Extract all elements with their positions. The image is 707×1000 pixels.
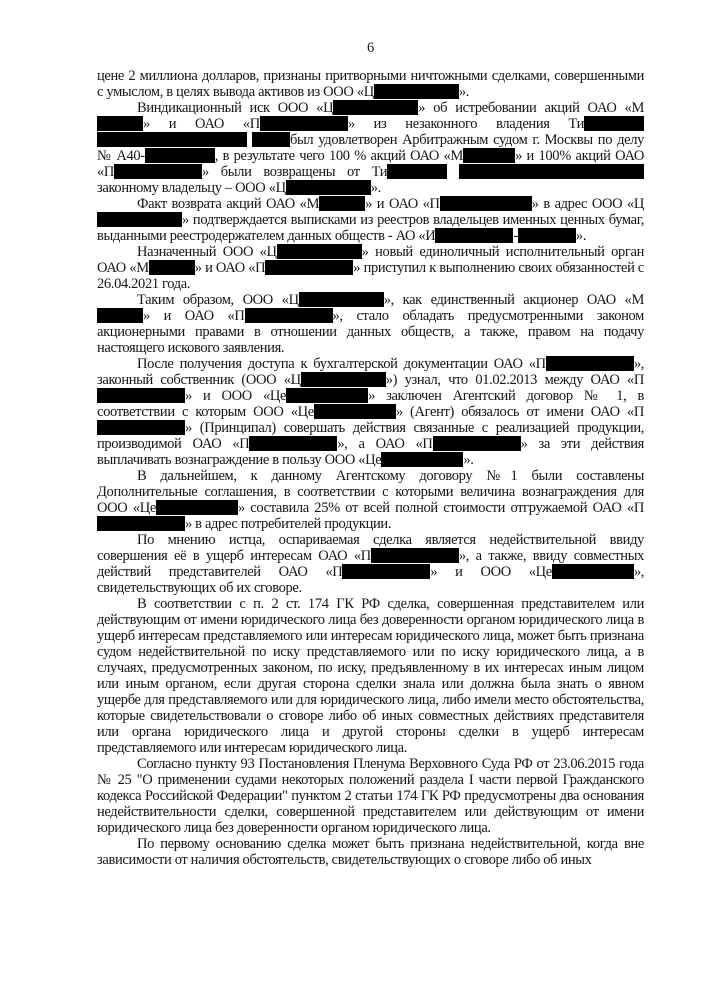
redaction-bar <box>387 164 447 179</box>
redaction-bar <box>286 180 371 195</box>
redaction-bar <box>342 564 430 579</box>
redaction-bar <box>265 260 353 275</box>
redaction-bar <box>97 212 182 227</box>
redaction-bar <box>114 164 202 179</box>
redaction-bar <box>97 516 185 531</box>
redaction-bar <box>277 244 362 259</box>
redaction-bar <box>249 436 337 451</box>
redaction-bar <box>314 404 396 419</box>
redaction-bar <box>371 548 459 563</box>
redaction-bar <box>97 116 143 131</box>
redaction-bar <box>459 164 644 179</box>
paragraph: По первому основанию сделка может быть признана недействительной, когда вне зависимости от наличия обстоятельств, свидетельствующих о сговоре либо об иных <box>97 836 644 868</box>
redaction-bar <box>245 308 333 323</box>
paragraph: В соответствии с п. 2 ст. 174 ГК РФ сделка, совершенная представителем или действующим от имени юридического лица без доверенности органом юридического лица в ущерб интересам представляемого или интересам юридического лица, может быть признана судом недействительной по иску представляемого или по иску юридического лица, а в случаях, предусмотренных законом, по иску, предъявленному в их интересах иным лицом или иным органом, если другая сторона сделки знала или должна была знать о явном ущербе для представляемого или для юридического лица, либо имели место обстоятельства, которые свидетельствовали о сговоре либо об иных совместных действиях представителя или органа юридического лица и другой стороны сделки в ущерб интересам представляемого или интересам юридического лица. <box>97 596 644 756</box>
redaction-bar <box>97 308 143 323</box>
redaction-bar <box>252 132 290 147</box>
redaction-bar <box>433 436 521 451</box>
redaction-bar <box>97 132 247 147</box>
redaction-bar <box>333 100 418 115</box>
redaction-bar <box>97 420 185 435</box>
paragraph: В дальнейшем, к данному Агентскому договору №1 были составлены Дополнительные соглашения, в соответствии с которыми величина вознаграждения для ООО «Це » составила 25% от всей полной стоимости отгружаемой ОАО «П» в адрес потребителей продукции. <box>97 468 644 532</box>
paragraph: Согласно пункту 93 Постановления Пленума Верховного Суда РФ от 23.06.2015 года № 25 "О применении судами некоторых положений раздела I части первой Гражданского кодекса Российской Федерации" пунктом 2 статьи 174 ГК РФ предусмотрены два основания недействительности сделки, совершенной представителем или действующим от имени юридического лица без доверенности органом юридического лица. <box>97 756 644 836</box>
redaction-bar <box>319 196 365 211</box>
redaction-bar <box>97 388 185 403</box>
redaction-bar <box>435 228 513 243</box>
redaction-bar <box>156 500 238 515</box>
redaction-bar <box>463 148 515 163</box>
redaction-bar <box>301 372 386 387</box>
document-body <box>97 68 644 868</box>
redaction-bar <box>381 452 463 467</box>
paragraph: Виндикационный иск ООО «Ц » об истребовании акций ОАО «М» и ОАО «П » из незаконного владения Ти был удовлетворен Арбитражным судом г. Москвы по делу № А40- , в результате чего 100 % акций ОАО «М » и 100% акций ОАО «П » были возвращены от Ти законному владельцу – ООО «Ц ». <box>97 100 644 196</box>
redaction-bar <box>440 196 532 211</box>
redaction-bar <box>584 116 644 131</box>
page-number: 6 <box>367 40 374 56</box>
paragraph: После получения доступа к бухгалтерской документации ОАО «П », законный собственник (ООО «Ц ») узнал, что 01.02.2013 между ОАО «П» и ООО «Це » заключен Агентский договор № 1, в соответствии с которым ООО «Це » (Агент) обязалось от имени ОАО «П» (Принципал) совершать действия связанные с реализацией продукции, производимой ОАО «П », а ОАО «П » за эти действия выплачивать вознаграждение в пользу ООО «Це ». <box>97 356 644 468</box>
redaction-bar <box>145 148 215 163</box>
redaction-bar <box>374 84 459 99</box>
redaction-bar <box>552 564 634 579</box>
paragraph: Назначенный ООО «Ц » новый единоличный исполнительный орган ОАО «М » и ОАО «П » приступил к выполнению своих обязанностей с 26.04.2021 года. <box>97 244 644 292</box>
paragraph: цене 2 миллиона долларов, признаны притворными ничтожными сделками, совершенными с умыслом, в целях вывода активов из ООО «Ц ». <box>97 68 644 100</box>
redaction-bar <box>518 228 576 243</box>
redaction-bar <box>260 116 348 131</box>
redaction-bar <box>299 292 384 307</box>
paragraph: По мнению истца, оспариваемая сделка является недействительной ввиду совершения её в ущерб интересам ОАО «П », а также, ввиду совместных действий представителей ОАО «П » и ООО «Це », свидетельствующих об их сговоре. <box>97 532 644 596</box>
paragraph: Таким образом, ООО «Ц », как единственный акционер ОАО «М» и ОАО «П », стало обладать предусмотренными законом акционерными правами в отношении данных обществ, а также, правом на подачу настоящего искового заявления. <box>97 292 644 356</box>
redaction-bar <box>149 260 195 275</box>
redaction-bar <box>286 388 368 403</box>
paragraph: Факт возврата акций ОАО «М » и ОАО «П » в адрес ООО «Ц» подтверждается выписками из реестров владельцев именных ценных бумаг, выданными реестродержателем данных обществ - АО «И - ». <box>97 196 645 244</box>
redaction-bar <box>546 356 634 371</box>
